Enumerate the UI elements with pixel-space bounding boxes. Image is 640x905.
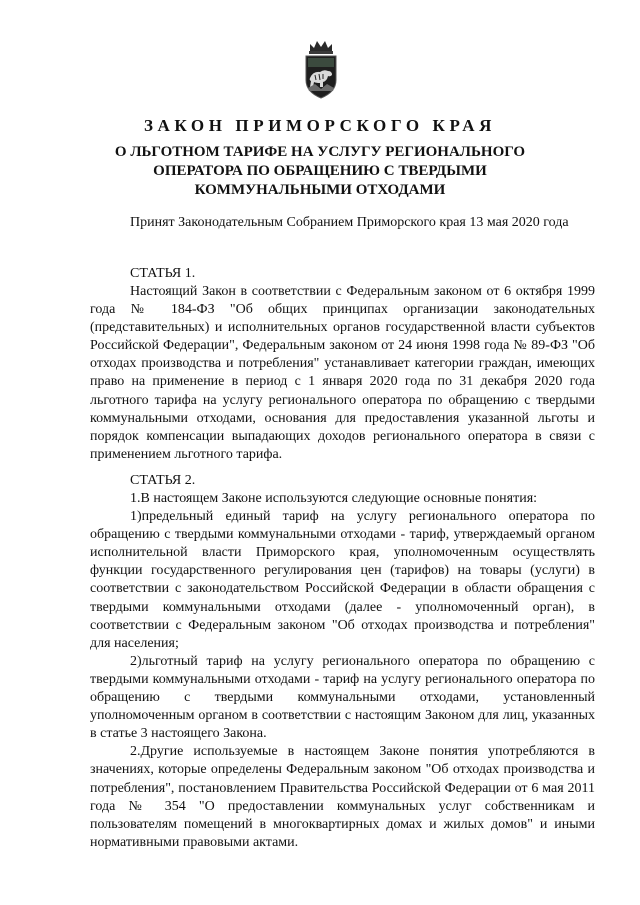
article-2-item-2: 2)льготный тариф на услугу регионального оператора по обращению с твердыми коммунальными отходами - тариф на услугу регионального оператора по обращению с твердыми коммунальными отходами, установленный уполномоченным органом в соответствии с настоящим Законом для лиц, указанных в статье 3 настоящего Закона. <box>90 653 595 742</box>
article-2-item-1: 1)предельный единый тариф на услугу регионального оператора по обращению с твердыми коммунальными отходами - тариф, утверждаемый органом исполнительной власти Приморского края, уполномоченным осуществлять функции государственного регулирования цен (тарифов) на товары (услуги) в соответствии с законодательством Российской Федерации в области обращения с твердыми коммунальными отходами (далее - уполномоченный орган), в соответствии с Федеральным законом "Об отходах производства и потребления" для населения; <box>90 509 595 651</box>
article-2-paragraph-2: 2.Другие используемые в настоящем Законе понятия употребляются в значениях, которые определены Федеральным законом "Об отходах производства и потребления", постановлением Правительства Российской Федерации от 6 мая 2011 года № 354 "О предоставлении коммунальных услуг собственникам и пользователям помещений в многоквартирных домах и жилых домов" и иными нормативными правовыми актами. <box>90 744 595 850</box>
law-subject-title: О ЛЬГОТНОМ ТАРИФЕ НА УСЛУГУ РЕГИОНАЛЬНОГО ОПЕРАТОРА ПО ОБРАЩЕНИЮ С ТВЕРДЫМИ КОММУНАЛЬНЫМИ ОТХОДАМИ <box>114 144 526 198</box>
article-1-heading: СТАТЬЯ 1. <box>130 266 196 281</box>
article-1-text: Настоящий Закон в соответствии с Федеральным законом от 6 октября 1999 года № 184-ФЗ "Об общих принципах организации законодательных (представительных) и исполнительных органов государственной власти субъектов Российской Федерации", Федеральным законом от 24 июня 1998 года № 89-ФЗ "Об отходах производства и потребления" устанавливает категории граждан, имеющих право на применение в период с 1 января 2020 года по 31 декабря 2020 года льготного тарифа на услугу регионального оператора по обращению с твердыми коммунальными отходами, основания для предоставления указанной льготы и порядок компенсации выпадающих доходов регионального оператора в связи с применением льготного тарифа. <box>90 284 595 462</box>
article-2-heading: СТАТЬЯ 2. <box>130 473 196 488</box>
article-2-paragraph-1: 1.В настоящем Законе используются следующие основные понятия: <box>130 491 538 506</box>
primorsky-krai-coat-of-arms-icon <box>301 38 341 100</box>
law-title: ЗАКОН ПРИМОРСКОГО КРАЯ <box>143 116 497 135</box>
article-2-body <box>90 490 595 852</box>
adoption-statement: Принят Законодательным Собранием Приморского края 13 мая 2020 года <box>130 215 569 230</box>
